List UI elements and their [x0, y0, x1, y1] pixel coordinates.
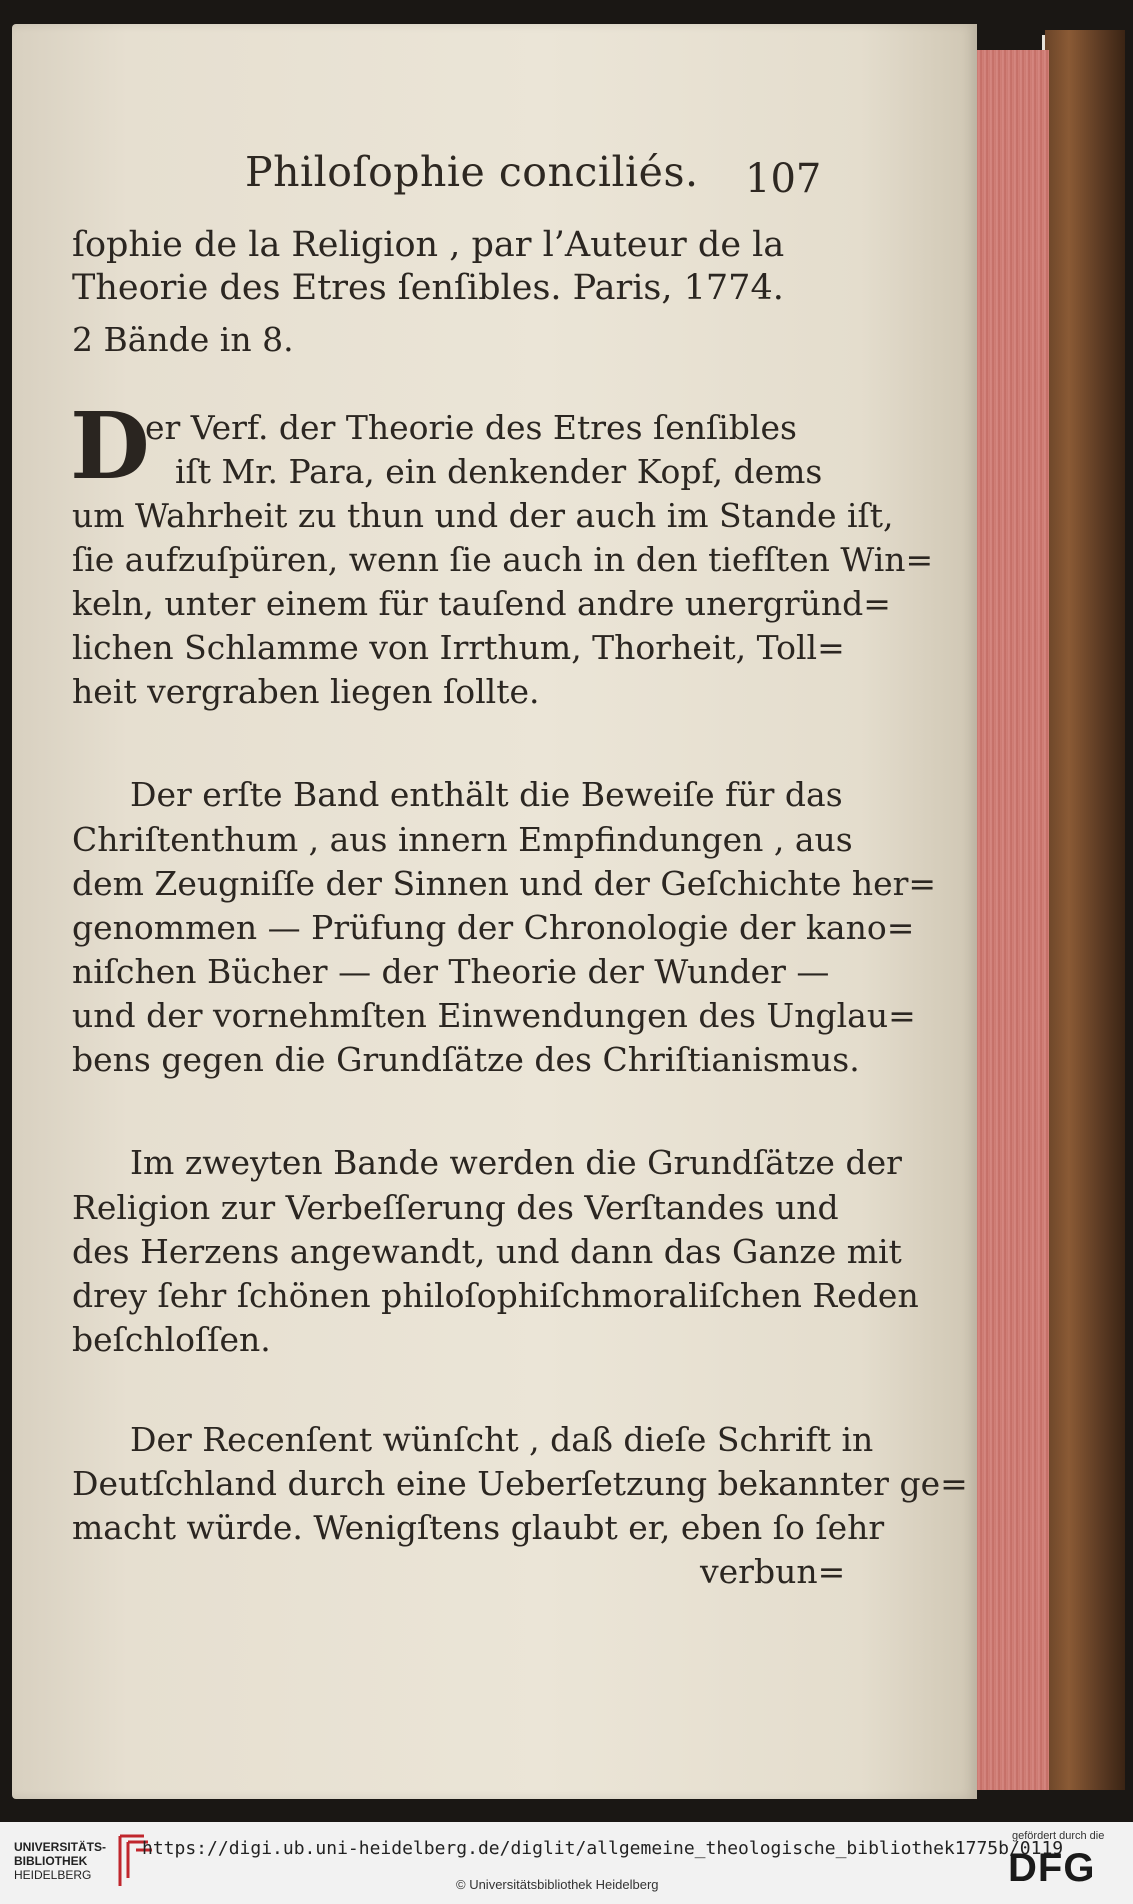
text-line: 2 Bände in 8. [72, 320, 294, 359]
text-line: Religion zur Verbeſſerung des Verſtandes und [72, 1188, 839, 1227]
text-line: iſt Mr. Para, ein denkender Kopf, dems [175, 452, 823, 491]
text-line: dem Zeugniſſe der Sinnen und der Geſchichte her= [72, 864, 937, 903]
text-line: genommen — Prüfung der Chronologie der kano= [72, 908, 915, 947]
text-line: Theorie des Etres ſenſibles. Paris, 1774. [72, 268, 784, 308]
text-line: ſophie de la Religion , par l’Auteur de la [72, 225, 785, 265]
page-edges [975, 50, 1049, 1790]
text-line: beſchloſſen. [72, 1320, 271, 1359]
text-line: heit vergraben liegen ſollte. [72, 672, 540, 711]
running-head: Philoſophie conciliés. [245, 148, 699, 196]
text-line: ſie aufzuſpüren, wenn ſie auch in den tiefſten Win= [72, 540, 934, 579]
library-name-line: BIBLIOTHEK [14, 1854, 88, 1868]
text-line: Der erſte Band enthält die Beweiſe für das [130, 775, 843, 814]
text-line: keln, unter einem für tauſend andre unergründ= [72, 584, 891, 623]
catchword: verbun= [700, 1552, 846, 1591]
text-line: Chriſtenthum , aus innern Empfindungen , aus [72, 820, 853, 859]
text-line: er Verf. der Theorie des Etres ſenſibles [145, 408, 797, 447]
text-line: macht würde. Wenigſtens glaubt er, eben ſo ſehr [72, 1508, 885, 1547]
text-line: Im zweyten Bande werden die Grundſätze der [130, 1143, 902, 1182]
text-line: niſchen Bücher — der Theorie der Wunder — [72, 952, 830, 991]
page-number: 107 [745, 156, 822, 202]
permalink-url[interactable]: https://digi.ub.uni-heidelberg.de/diglit/allgemeine_theologische_bibliothek1775b/0119 [142, 1838, 1064, 1859]
copyright-notice: © Universitätsbibliothek Heidelberg [456, 1877, 659, 1892]
text-line: Der Recenſent wünſcht , daß dieſe Schrift in [130, 1420, 874, 1459]
drop-cap: D [70, 392, 150, 500]
text-line: und der vornehmſten Einwendungen des Unglau= [72, 996, 916, 1035]
library-name-line: UNIVERSITÄTS- [14, 1840, 107, 1854]
text-line: lichen Schlamme von Irrthum, Thorheit, Toll= [72, 628, 845, 667]
text-line: Deutſchland durch eine Ueberſetzung bekannter ge= [72, 1464, 968, 1503]
text-line: bens gegen die Grundſätze des Chriſtianismus. [72, 1040, 860, 1079]
dfg-logo: DFG [1008, 1846, 1096, 1890]
funding-note: gefördert durch die [1012, 1830, 1105, 1842]
footer-bar [0, 1822, 1133, 1904]
library-name-line: HEIDELBERG [14, 1868, 92, 1882]
text-line: drey ſehr ſchönen philoſophiſchmoraliſchen Reden [72, 1276, 919, 1315]
book-cover [1045, 30, 1125, 1790]
text-line: um Wahrheit zu thun und der auch im Stande iſt, [72, 496, 894, 535]
library-logo [14, 1840, 106, 1882]
text-line: des Herzens angewandt, und dann das Ganze mit [72, 1232, 902, 1271]
